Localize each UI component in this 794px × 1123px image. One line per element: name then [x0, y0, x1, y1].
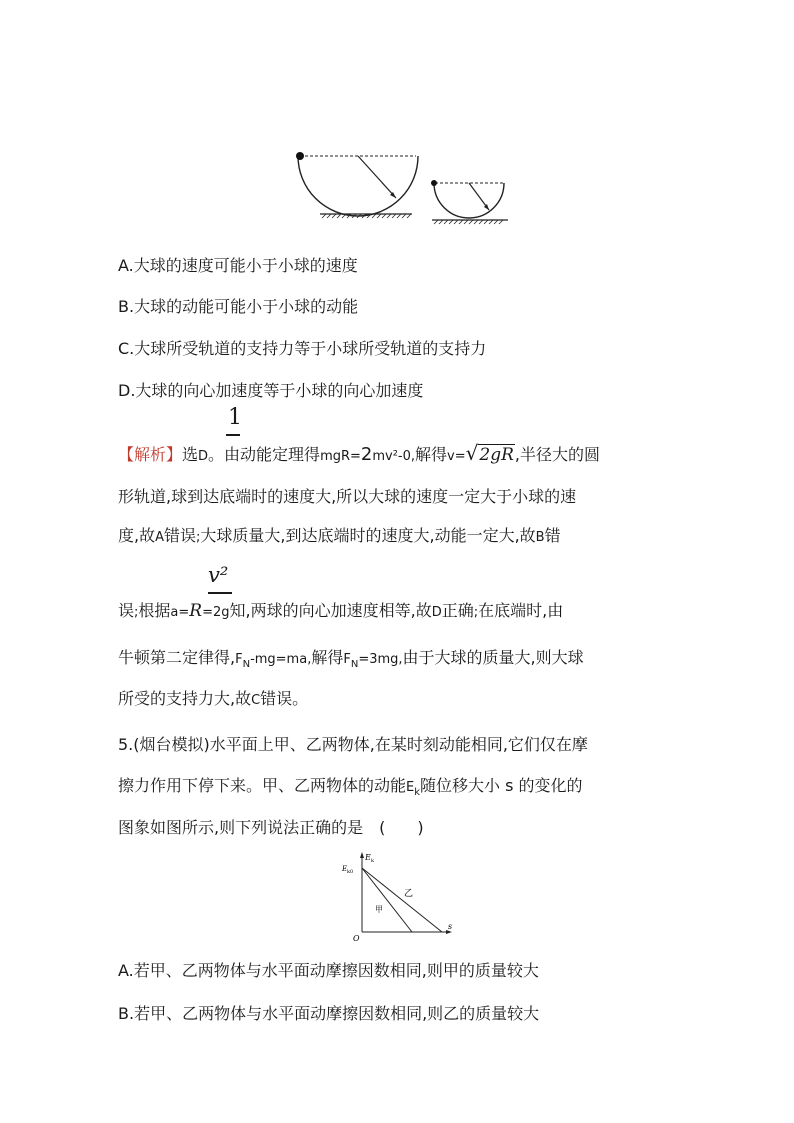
analysis-line-1: 【解析】选D。由动能定理得mgR=2mv²-0,解得v=√2gR,半径大的圆	[118, 441, 600, 465]
x-axis-label: s	[448, 922, 453, 931]
small-ball	[431, 180, 437, 186]
ek-s-graph	[340, 848, 470, 948]
small-track	[431, 180, 508, 224]
series-jia-label: 甲	[375, 905, 383, 914]
y0-label: E	[342, 865, 348, 873]
frac-half-denominator: 2	[360, 444, 373, 465]
analysis-tag: 【解析】	[118, 445, 183, 464]
analysis-line-6: 所受的支持力大,故C错误。	[118, 689, 309, 708]
q5-option-b: B.若甲、乙两物体与水平面动摩擦因数相同,则乙的质量较大	[118, 1004, 540, 1023]
q4-option-a: A.大球的速度可能小于小球的速度	[118, 256, 358, 275]
frac-v2-denominator: R	[189, 601, 203, 621]
analysis-line-2: 形轨道,球到达底端时的速度大,所以大球的速度一定大于小球的速	[118, 487, 577, 506]
frac-v2-numerator: v²	[208, 563, 229, 587]
q5-option-a: A.若甲、乙两物体与水平面动摩擦因数相同,则甲的质量较大	[118, 961, 539, 980]
origin-label: O	[353, 934, 360, 943]
q5-line-1: 5.(烟台模拟)水平面上甲、乙两物体,在某时刻动能相同,它们仅在摩	[118, 735, 588, 754]
q4-option-c: C.大球所受轨道的支持力等于小球所受轨道的支持力	[118, 339, 487, 358]
big-ball	[296, 152, 304, 160]
sqrt-expression: √2gR	[465, 441, 514, 465]
analysis-line-5: 牛顿第二定律得$,F_N-mg=ma$,解得$F_N=3mg$,由于大球的质量大,则大球	[118, 648, 584, 671]
y-axis-label: E	[365, 853, 371, 862]
series-jia-line	[362, 868, 412, 932]
q4-option-d: D.大球的向心加速度等于小球的向心加速度	[118, 381, 424, 400]
series-yi-line	[362, 868, 442, 932]
tracks-figure	[280, 140, 520, 225]
answer-letter: D	[198, 449, 209, 464]
svg-text:k0: k0	[347, 869, 354, 875]
frac-half-numerator: 1	[228, 405, 242, 430]
big-track	[296, 152, 418, 218]
q5-line-3: 图象如图所示,则下列说法正确的是 ( )	[118, 818, 424, 837]
series-yi-label: 乙	[404, 889, 414, 899]
frac-half-bar	[226, 434, 240, 436]
svg-text:k: k	[371, 858, 375, 864]
analysis-line-3: 度,故A错误;大球质量大,到达底端时的速度大,动能一定大,故B错	[118, 526, 561, 545]
analysis-line-4: 误;根据a=R=2g知,两球的向心加速度相等,故D正确;在底端时,由	[118, 601, 564, 621]
frac-v2-bar	[208, 592, 232, 594]
q4-option-b: B.大球的动能可能小于小球的动能	[118, 297, 359, 316]
q5-line-2: 擦力作用下停下来。甲、乙两物体的动能$E_k$随位移大小 s 的变化的	[118, 776, 583, 799]
